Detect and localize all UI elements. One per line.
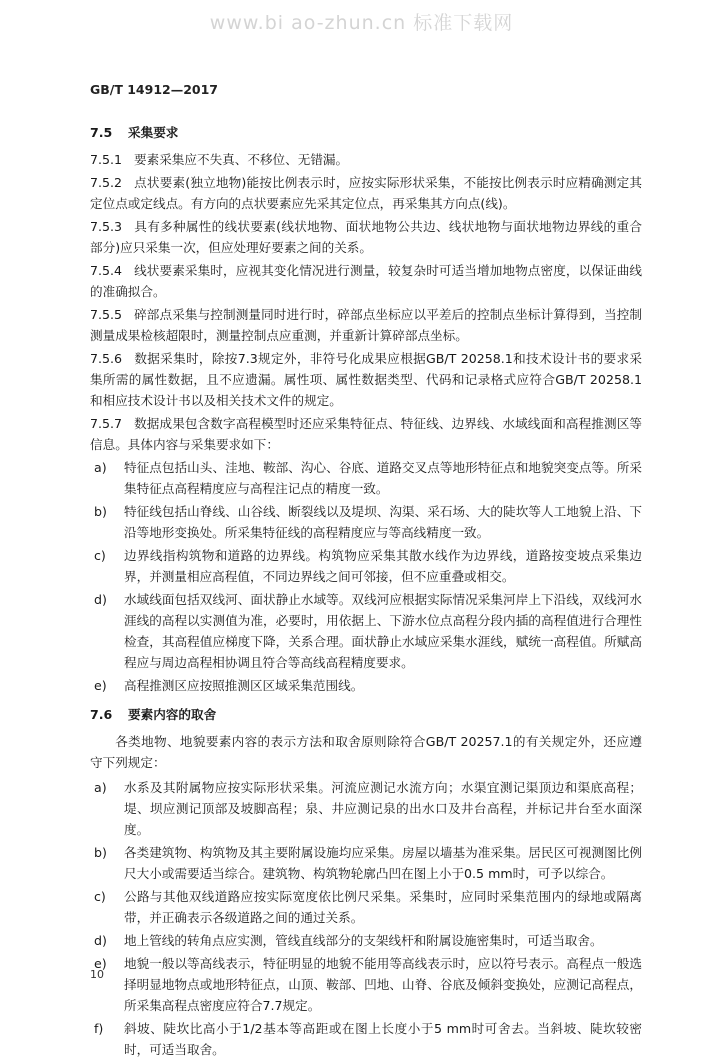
list-item <box>90 501 642 543</box>
section-number: 7.6 <box>90 707 113 722</box>
list-item-text: 公路与其他双线道路应按实际宽度依比例尺采集。采集时，应同时采集范围内的绿地或隔离带，并正确表示各级道路之间的通过关系。 <box>124 889 642 925</box>
list-item-marker: b) <box>94 504 107 519</box>
document-body <box>90 122 642 1062</box>
list-item-text: 各类建筑物、构筑物及其主要附属设施均应采集。房屋以墙基为准采集。居民区可视测图比例尺大小或需要适当综合。建筑物、构筑物轮廓凸凹在图上小于0.5 mm时，可予以综合。 <box>124 845 642 881</box>
clause-text: 线状要素采集时，应视其变化情况进行测量，较复杂时可适当增加地物点密度，以保证曲线的准确拟合。 <box>90 263 642 299</box>
list-item <box>90 675 642 696</box>
clause-number: 7.5.1 <box>90 152 123 167</box>
list-item-text: 斜坡、陡坎比高小于1/2基本等高距或在图上长度小于5 mm时可舍去。当斜坡、陡坎较密时，可适当取舍。 <box>124 1021 642 1057</box>
clause-text: 点状要素(独立地物)能按比例表示时，应按实际形状采集，不能按比例表示时应精确测定其定位点或定线点。有方向的点状要素应先采其定位点，再采集其方向点(线)。 <box>90 175 642 211</box>
list-item <box>90 545 642 587</box>
clause-number: 7.5.7 <box>90 416 123 431</box>
list-item-text: 特征点包括山头、洼地、鞍部、沟心、谷底、道路交叉点等地形特征点和地貌突变点等。所采集特征点高程精度应与高程注记点的精度一致。 <box>124 460 642 496</box>
list-item-marker: d) <box>94 592 107 607</box>
list-item-marker: a) <box>94 780 107 795</box>
clause-text: 具有多种属性的线状要素(线状地物、面状地物公共边、线状地物与面状地物边界线的重合部分)应只采集一次，但应处理好要素之间的关系。 <box>90 219 642 255</box>
list-item-marker: d) <box>94 933 107 948</box>
clause-number: 7.5.4 <box>90 263 123 278</box>
clause-paragraph <box>90 216 642 258</box>
clause-number: 7.5.6 <box>90 351 123 366</box>
list-item-marker: b) <box>94 845 107 860</box>
list-item <box>90 930 642 951</box>
list-item <box>90 589 642 673</box>
clause-number: 7.5.3 <box>90 219 123 234</box>
list-item <box>90 886 642 928</box>
clause-number: 7.5.2 <box>90 175 123 190</box>
clause-paragraph <box>90 172 642 214</box>
list-item-text: 高程推测区应按照推测区区域采集范围线。 <box>124 678 364 693</box>
section-heading-7-5 <box>90 122 642 143</box>
list-item-text: 边界线指构筑物和道路的边界线。构筑物应采集其散水线作为边界线，道路按变坡点采集边界，并测量相应高程值，不同边界线之间可邻接，但不应重叠或相交。 <box>124 548 642 584</box>
clause-paragraph <box>90 348 642 411</box>
list-item-text: 水域线面包括双线河、面状静止水域等。双线河应根据实际情况采集河岸上下沿线，双线河水涯线的高程以实测值为准，必要时，用依据上、下游水位点高程分段内插的高程值进行合理性检查，其高程值应梯度下降，关系合理。面状静止水域应采集水涯线，赋统一高程值。所赋高程应与周边高程相协调且符合等高线高程精度要求。 <box>124 592 642 670</box>
section-number: 7.5 <box>90 125 113 140</box>
list-item-marker: c) <box>94 889 106 904</box>
list-item-marker: e) <box>94 956 107 971</box>
section-title: 采集要求 <box>128 125 179 140</box>
watermark: www.bi ao-zhun.cn 标准下载网 <box>209 12 514 34</box>
page-number: 10 <box>90 968 104 981</box>
clause-paragraph <box>90 149 642 170</box>
standard-code-header: GB/T 14912—2017 <box>90 82 219 97</box>
section-7-5-list <box>90 457 642 696</box>
clause-text: 数据成果包含数字高程模型时还应采集特征点、特征线、边界线、水域线面和高程推测区等信息。具体内容与采集要求如下： <box>90 416 642 452</box>
list-item <box>90 777 642 840</box>
list-item-text: 水系及其附属物应按实际形状采集。河流应测记水流方向；水渠宜测记渠顶边和渠底高程；堤、坝应测记顶部及坡脚高程；泉、井应测记泉的出水口及井台高程，并标记井台至水面深度。 <box>124 780 642 837</box>
list-item <box>90 842 642 884</box>
clause-paragraph <box>90 413 642 455</box>
list-item-marker: f) <box>94 1021 104 1036</box>
list-item-text: 地貌一般以等高线表示，特征明显的地貌不能用等高线表示时，应以符号表示。高程点一般选择明显地物点或地形特征点，山顶、鞍部、凹地、山脊、谷底及倾斜变换处，应测记高程点，所采集高程点密度应符合7.7规定。 <box>124 956 642 1013</box>
clause-paragraph <box>90 260 642 302</box>
list-item-marker: e) <box>94 678 107 693</box>
clause-text: 要素采集应不失真、不移位、无错漏。 <box>134 152 349 167</box>
list-item-marker: a) <box>94 460 107 475</box>
clause-number: 7.5.5 <box>90 307 123 322</box>
list-item <box>90 953 642 1016</box>
list-item-text: 地上管线的转角点应实测，管线直线部分的支架线杆和附属设施密集时，可适当取舍。 <box>124 933 603 948</box>
section-title: 要素内容的取舍 <box>128 707 217 722</box>
section-7-6-list <box>90 777 642 1060</box>
list-item <box>90 1018 642 1060</box>
section-7-5-paragraphs <box>90 149 642 455</box>
section-heading-7-6 <box>90 704 642 725</box>
clause-text: 数据采集时，除按7.3规定外，非符号化成果应根据GB/T 20258.1和技术设计书的要求采集所需的属性数据，且不应遗漏。属性项、属性数据类型、代码和记录格式应符合GB/T 20258.1和相应技术设计书以及相关技术文件的规定。 <box>90 351 642 408</box>
section-intro: 各类地物、地貌要素内容的表示方法和取舍原则除符合GB/T 20257.1的有关规定外，还应遵守下列规定： <box>90 734 642 770</box>
list-item-marker: c) <box>94 548 106 563</box>
clause-paragraph <box>90 304 642 346</box>
list-item-text: 特征线包括山脊线、山谷线、断裂线以及堤坝、沟渠、采石场、大的陡坎等人工地貌上沿、下沿等地形变换处。所采集特征线的高程精度应与等高线精度一致。 <box>124 504 642 540</box>
clause-text: 碎部点采集与控制测量同时进行时，碎部点坐标应以平差后的控制点坐标计算得到，当控制测量成果检核超限时，测量控制点应重测，并重新计算碎部点坐标。 <box>90 307 642 343</box>
list-item <box>90 457 642 499</box>
